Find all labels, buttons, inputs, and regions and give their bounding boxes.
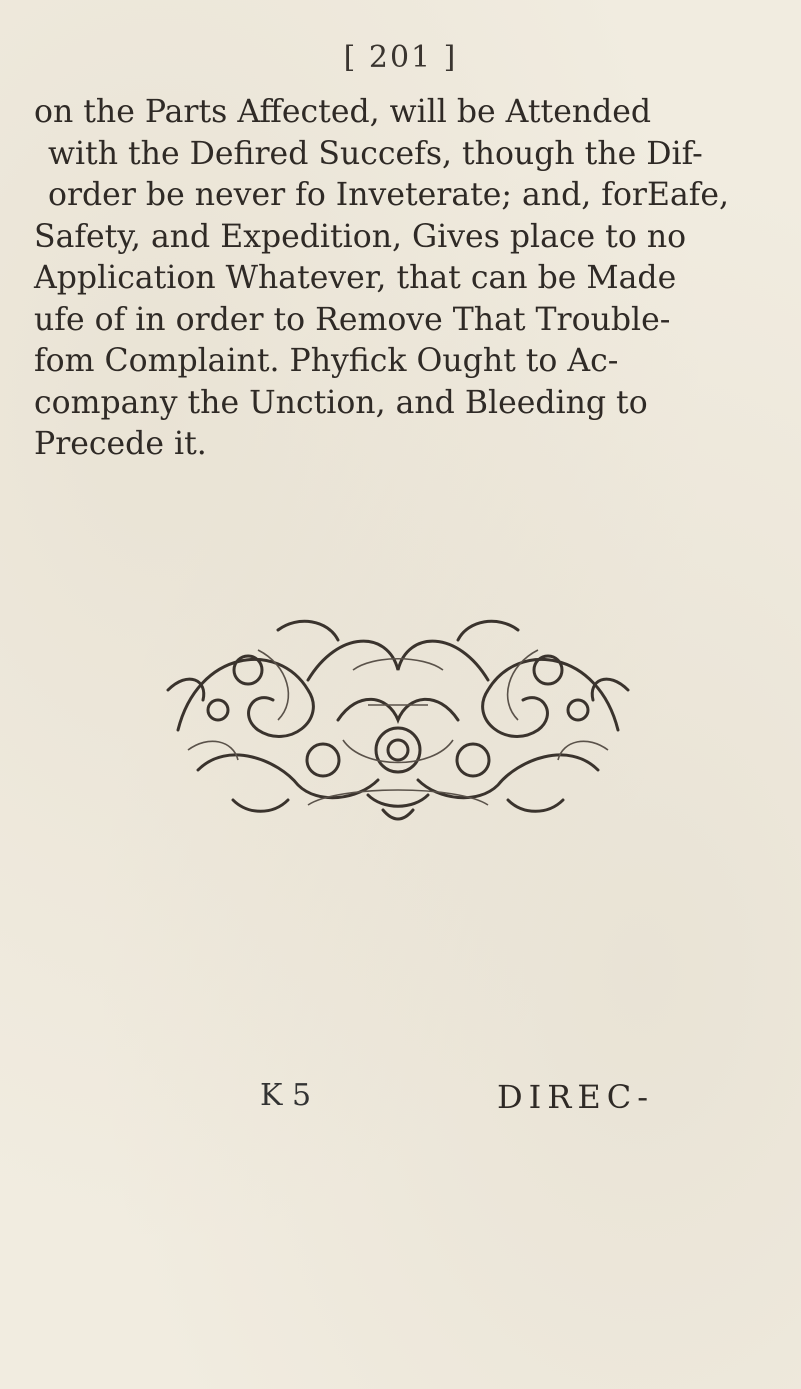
signature-mark: K 5 (260, 1078, 312, 1113)
decorative-tailpiece-ornament (138, 610, 658, 825)
text-line: Application Whatever, that can be Made (34, 260, 677, 296)
text-line: order be never fo Inveterate; and, forEafe, (48, 177, 730, 213)
text-line: company the Unction, and Bleeding to (34, 384, 648, 421)
body-paragraph (34, 92, 774, 466)
text-line: with the Defired Succefs, though the Dif- (48, 135, 703, 172)
catchword: DIREC- (497, 1078, 655, 1116)
text-line: fom Complaint. Phyfick Ought to Ac- (34, 343, 619, 379)
text-line: on the Parts Affected, will be Attended (34, 94, 652, 130)
text-line: ufe of in order to Remove That Trouble- (34, 301, 671, 338)
page-footer (0, 1078, 801, 1128)
page-number: [ 201 ] (343, 40, 458, 75)
text-line: Precede it. (34, 426, 207, 462)
text-line: Safety, and Expedition, Gives place to no (34, 218, 687, 255)
